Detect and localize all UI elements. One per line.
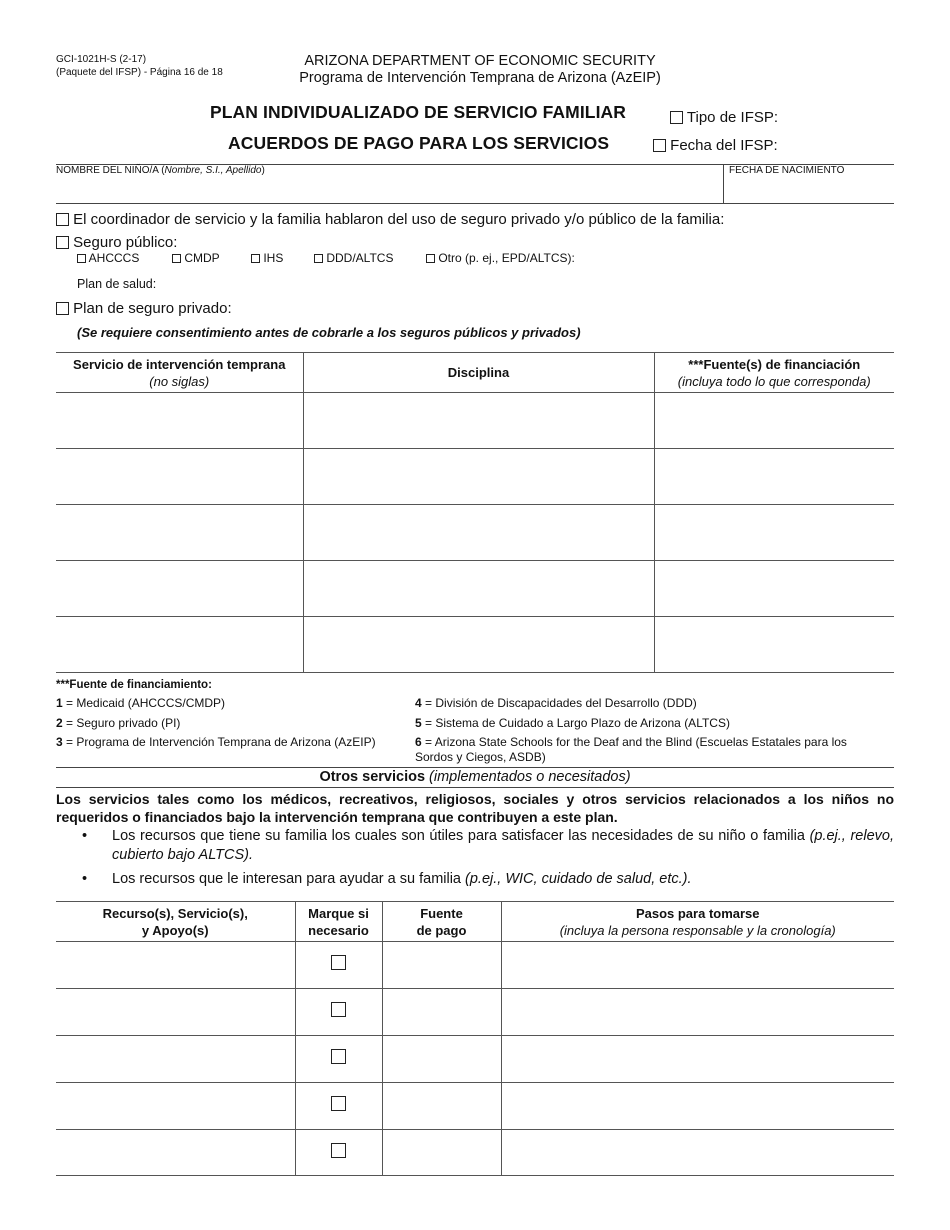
payment-cell[interactable]	[382, 942, 501, 989]
resources-col-check-line1: Marque si	[308, 905, 369, 921]
resource-cell[interactable]	[56, 942, 295, 989]
payment-cell[interactable]	[382, 989, 501, 1036]
service-cell[interactable]	[56, 449, 303, 505]
bullet-2-text: Los recursos que le interesan para ayudar a su familia	[112, 871, 466, 887]
resources-col-steps	[501, 902, 894, 942]
divider-other-top	[56, 767, 894, 768]
funding-legend-title: ***Fuente de financiamiento:	[56, 679, 212, 691]
bullet-marker-2: •	[82, 871, 88, 887]
service-cell[interactable]	[56, 617, 303, 673]
discipline-cell[interactable]	[303, 393, 654, 449]
resources-col-check	[295, 902, 382, 942]
funding-item-3-text: = Programa de Intervención Temprana de Arizona (AzEIP)	[62, 735, 376, 749]
funding-item-1-text: = Medicaid (AHCCCS/CMDP)	[62, 696, 226, 710]
steps-cell[interactable]	[501, 1036, 894, 1083]
ifsp-date-checkbox[interactable]	[653, 139, 666, 152]
bullet-1-example: (p.ej., relevo, cubierto bajo ALTCS).	[112, 828, 894, 863]
services-header-row	[56, 353, 894, 393]
resources-col-resource-line2: y Apoyo(s)	[141, 922, 209, 938]
resources-col-resource	[56, 902, 295, 942]
funding-item-6-text: = Arizona State Schools for the Deaf and the Blind (Escuelas Estatales para los Sordos y Ciegos, ASDB)	[415, 735, 847, 764]
discipline-cell[interactable]	[303, 561, 654, 617]
discipline-cell[interactable]	[303, 505, 654, 561]
child-name-hint: Nombre, S.I., Apellido	[164, 165, 262, 176]
funding-item-2-num: 2	[56, 716, 63, 730]
other-services-title-text: Otros servicios	[319, 769, 426, 785]
child-name-label: NOMBRE DEL NIÑO/A (	[56, 165, 165, 176]
resources-table	[56, 901, 894, 1176]
needed-checkbox[interactable]	[331, 1096, 346, 1111]
discipline-cell[interactable]	[303, 449, 654, 505]
public-insurance-label: Seguro público:	[73, 234, 178, 251]
services-col-service	[56, 353, 303, 393]
steps-cell[interactable]	[501, 1130, 894, 1176]
check-cell	[295, 1036, 382, 1083]
funding-cell[interactable]	[654, 393, 894, 449]
funding-item-5-num: 5	[415, 716, 422, 730]
agency-header	[270, 53, 690, 87]
ihs-checkbox[interactable]	[251, 254, 260, 263]
bullet-marker-1: •	[82, 828, 88, 844]
payment-cell[interactable]	[382, 1083, 501, 1130]
services-col-service-sub: (no siglas)	[149, 373, 210, 389]
divider-child	[56, 203, 894, 204]
funding-item-6	[415, 735, 885, 765]
resources-header-row	[56, 902, 894, 942]
child-name-field[interactable]	[56, 165, 265, 176]
services-col-discipline: Disciplina	[303, 353, 654, 393]
private-insurance[interactable]	[56, 300, 232, 317]
bullet-1	[112, 827, 894, 865]
resources-col-steps-sub: (incluya la persona responsable y la cronología)	[559, 922, 836, 938]
funding-item-2-text: = Seguro privado (PI)	[62, 716, 181, 730]
funding-item-2	[56, 716, 180, 730]
table-row	[56, 617, 894, 673]
needed-checkbox[interactable]	[331, 1049, 346, 1064]
ihs-label: IHS	[263, 251, 284, 265]
needed-checkbox[interactable]	[331, 1143, 346, 1158]
public-opt-ahcccs[interactable]	[77, 251, 139, 265]
payment-cell[interactable]	[382, 1036, 501, 1083]
service-cell[interactable]	[56, 505, 303, 561]
services-col-service-title: Servicio de intervención temprana	[73, 356, 286, 372]
divider-dob	[723, 164, 724, 204]
other-checkbox[interactable]	[426, 254, 435, 263]
funding-item-3	[56, 735, 376, 749]
other-label: Otro (p. ej., EPD/ALTCS):	[438, 251, 575, 265]
check-cell	[295, 942, 382, 989]
service-cell[interactable]	[56, 393, 303, 449]
resource-cell[interactable]	[56, 1130, 295, 1176]
public-opt-cmdp[interactable]	[172, 251, 220, 265]
public-insurance-checkbox[interactable]	[56, 236, 69, 249]
cmdp-checkbox[interactable]	[172, 254, 181, 263]
funding-cell[interactable]	[654, 449, 894, 505]
table-row	[56, 561, 894, 617]
services-col-funding	[654, 353, 894, 393]
table-row	[56, 942, 894, 989]
form-id-block	[56, 53, 223, 79]
services-col-funding-title: ***Fuente(s) de financiación	[688, 356, 861, 372]
ahcccs-checkbox[interactable]	[77, 254, 86, 263]
discipline-cell[interactable]	[303, 617, 654, 673]
main-title: PLAN INDIVIDUALIZADO DE SERVICIO FAMILIAR	[210, 102, 627, 122]
funding-item-5-text: = Sistema de Cuidado a Largo Plazo de Arizona (ALTCS)	[421, 716, 730, 730]
steps-cell[interactable]	[501, 989, 894, 1036]
private-insurance-checkbox[interactable]	[56, 302, 69, 315]
other-services-description: Los servicios tales como los médicos, recreativos, religiosos, sociales y otros servicios relacionados a los niños no requeridos o financiados bajo la intervención temprana que contribuyen a este plan.	[56, 791, 894, 825]
services-table	[56, 352, 894, 673]
funding-cell[interactable]	[654, 505, 894, 561]
table-row	[56, 505, 894, 561]
ifsp-type-checkbox[interactable]	[670, 111, 683, 124]
bullet-2	[112, 870, 894, 889]
other-services-title-sub: (implementados o necesitados)	[425, 769, 631, 785]
resource-cell[interactable]	[56, 1083, 295, 1130]
funding-cell[interactable]	[654, 561, 894, 617]
consent-note: (Se requiere consentimiento antes de cobrarle a los seguros públicos y privados)	[77, 325, 581, 340]
resource-cell[interactable]	[56, 989, 295, 1036]
resources-col-payment-line2: de pago	[416, 922, 467, 938]
ddd-checkbox[interactable]	[314, 254, 323, 263]
other-services-title	[56, 769, 894, 785]
funding-cell[interactable]	[654, 617, 894, 673]
resources-col-steps-title: Pasos para tomarse	[635, 905, 760, 921]
insurance-discussed[interactable]	[56, 211, 724, 228]
table-row	[56, 1130, 894, 1176]
public-opt-ddd[interactable]	[314, 251, 393, 265]
steps-cell[interactable]	[501, 1083, 894, 1130]
ahcccs-label: AHCCCS	[88, 251, 140, 265]
funding-item-1-num: 1	[56, 696, 63, 710]
funding-item-4	[415, 696, 697, 710]
ifsp-date-field[interactable]	[653, 137, 778, 154]
service-cell[interactable]	[56, 561, 303, 617]
public-opt-ihs[interactable]	[251, 251, 283, 265]
dob-field[interactable]: FECHA DE NACIMIENTO	[729, 165, 845, 176]
resources-col-payment	[382, 902, 501, 942]
ddd-label: DDD/ALTCS	[326, 251, 394, 265]
sub-title: ACUERDOS DE PAGO PARA LOS SERVICIOS	[228, 133, 610, 153]
funding-item-4-num: 4	[415, 696, 422, 710]
table-row	[56, 1083, 894, 1130]
cmdp-label: CMDP	[184, 251, 220, 265]
table-row	[56, 1036, 894, 1083]
packet-page: (Paquete del IFSP) - Página 16 de 18	[56, 67, 223, 78]
bullet-1-text: Los recursos que tiene su familia los cuales son útiles para satisfacer las necesidades de su niño o familia	[112, 828, 810, 844]
public-opt-other[interactable]	[426, 251, 575, 265]
child-name-close: )	[261, 165, 265, 176]
ifsp-type-label: Tipo de IFSP:	[686, 109, 779, 126]
funding-item-3-num: 3	[56, 735, 63, 749]
resources-col-check-line2: necesario	[308, 922, 369, 938]
table-row	[56, 989, 894, 1036]
needed-checkbox[interactable]	[331, 1002, 346, 1017]
health-plan-field[interactable]: Plan de salud:	[77, 277, 157, 291]
payment-cell[interactable]	[382, 1130, 501, 1176]
services-col-funding-sub: (incluya todo lo que corresponda)	[677, 373, 871, 389]
check-cell	[295, 1083, 382, 1130]
private-insurance-label: Plan de seguro privado:	[73, 300, 232, 317]
funding-item-1	[56, 696, 225, 710]
resources-col-resource-line1: Recurso(s), Servicio(s),	[102, 905, 248, 921]
steps-cell[interactable]	[501, 942, 894, 989]
program-name: Programa de Intervención Temprana de Arizona (AzEIP)	[299, 70, 661, 86]
resource-cell[interactable]	[56, 1036, 295, 1083]
check-cell	[295, 1130, 382, 1176]
funding-item-4-text: = División de Discapacidades del Desarrollo (DDD)	[421, 696, 697, 710]
resources-col-payment-line1: Fuente	[420, 905, 463, 921]
form-number: GCI-1021H-S (2-17)	[56, 54, 147, 65]
insurance-discussed-checkbox[interactable]	[56, 213, 69, 226]
funding-item-5	[415, 716, 730, 730]
needed-checkbox[interactable]	[331, 955, 346, 970]
check-cell	[295, 989, 382, 1036]
ifsp-type-field[interactable]	[670, 109, 778, 126]
divider-other-bottom	[56, 787, 894, 788]
insurance-discussed-label: El coordinador de servicio y la familia hablaron del uso de seguro privado y/o público de la familia:	[73, 211, 725, 228]
ifsp-date-label: Fecha del IFSP:	[670, 137, 778, 154]
department-name: ARIZONA DEPARTMENT OF ECONOMIC SECURITY	[304, 53, 656, 69]
funding-item-6-num: 6	[415, 735, 422, 749]
public-insurance[interactable]	[56, 234, 177, 251]
table-row	[56, 449, 894, 505]
table-row	[56, 393, 894, 449]
bullet-2-example: (p.ej., WIC, cuidado de salud, etc.).	[465, 871, 692, 887]
